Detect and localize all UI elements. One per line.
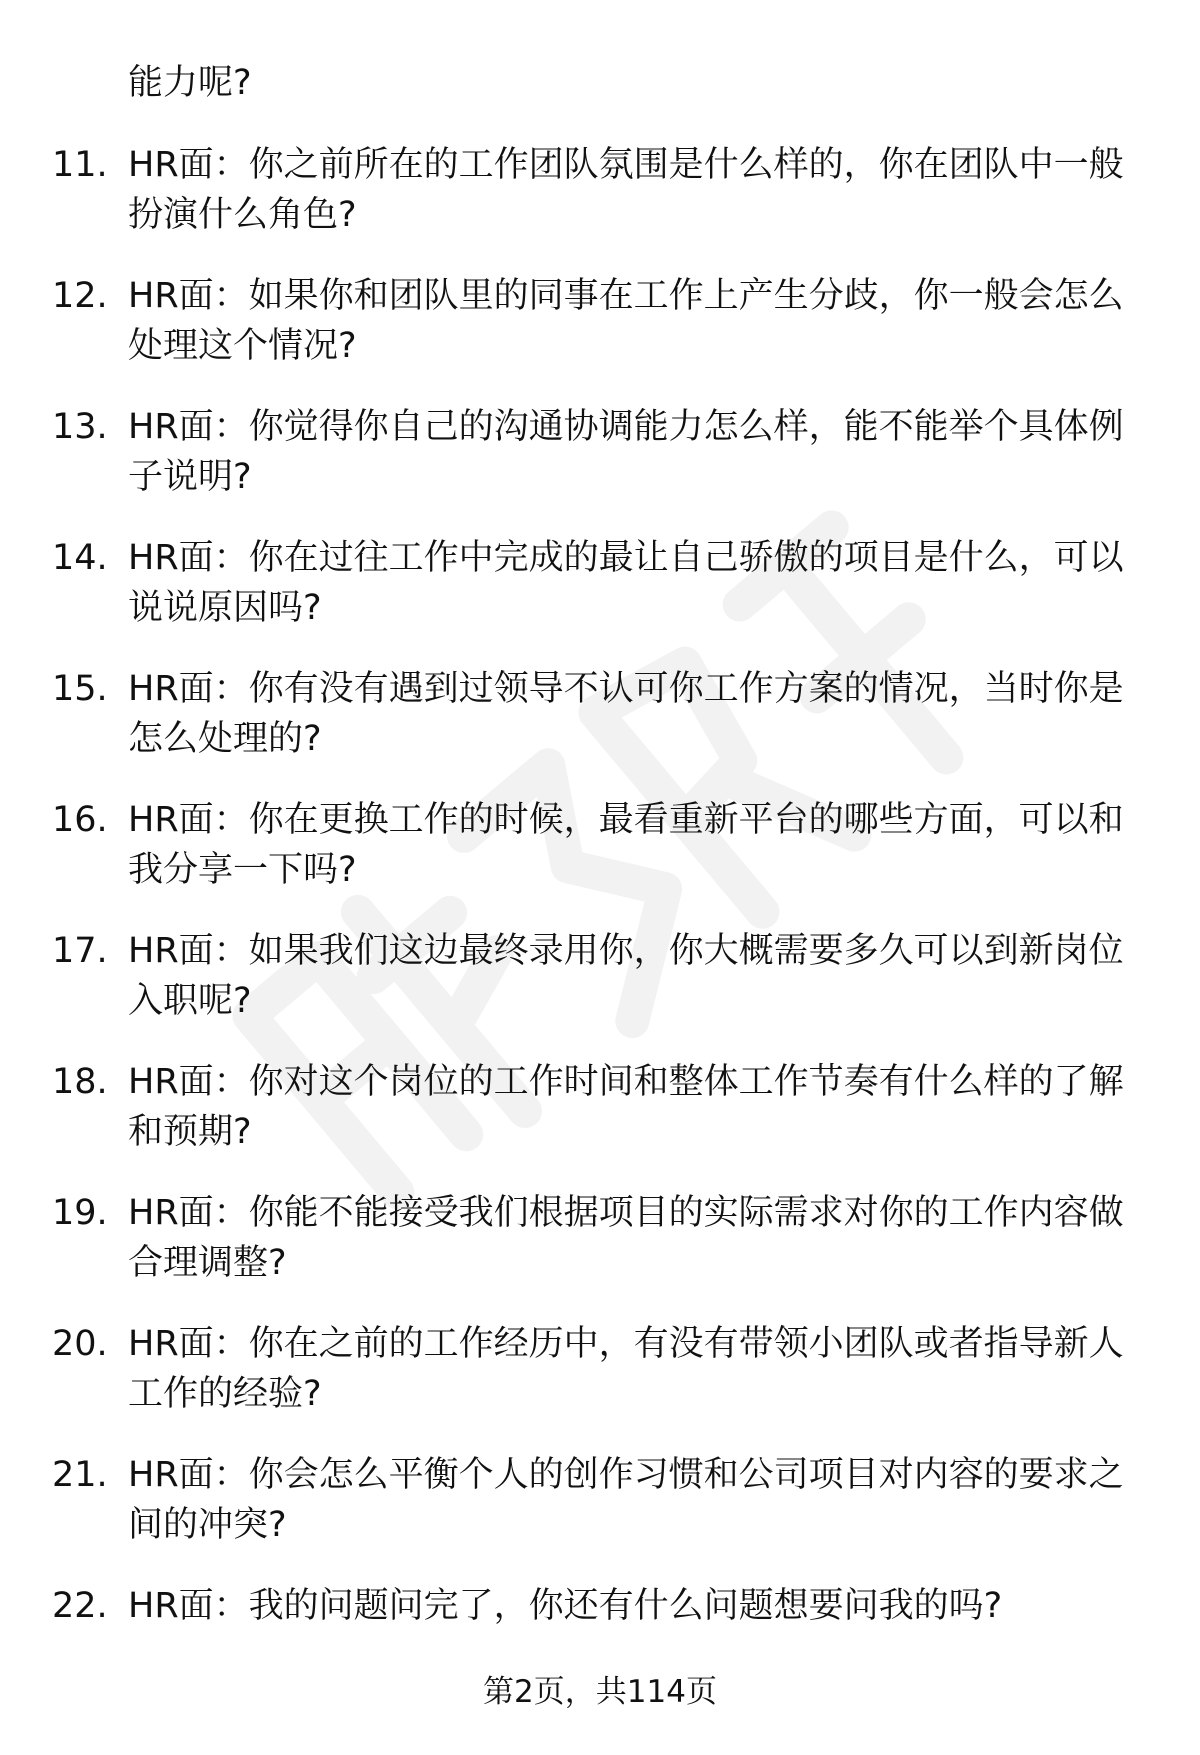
list-item [0, 140, 1200, 271]
question-text: HR面：如果我们这边最终录用你，你大概需要多久可以到新岗位入职呢? [128, 931, 1124, 1021]
question-number: 12. [52, 276, 108, 316]
question-text: HR面：你有没有遇到过领导不认可你工作方案的情况，当时你是怎么处理的? [128, 669, 1124, 759]
list-item [0, 664, 1200, 795]
question-number: 19. [52, 1193, 108, 1233]
question-list [0, 140, 1200, 1712]
question-text: HR面：你在更换工作的时候，最看重新平台的哪些方面，可以和我分享一下吗? [128, 800, 1124, 890]
list-item [0, 1450, 1200, 1581]
list-item [0, 1319, 1200, 1450]
question-number: 18. [52, 1062, 108, 1102]
question-number: 15. [52, 669, 108, 709]
list-item [0, 533, 1200, 664]
list-item [0, 271, 1200, 402]
list-item [0, 402, 1200, 533]
question-text: HR面：如果你和团队里的同事在工作上产生分歧，你一般会怎么处理这个情况? [128, 276, 1124, 366]
question-number: 21. [52, 1455, 108, 1495]
question-number: 16. [52, 800, 108, 840]
list-item [0, 926, 1200, 1057]
question-text: HR面：你对这个岗位的工作时间和整体工作节奏有什么样的了解和预期? [128, 1062, 1124, 1152]
question-text: HR面：我的问题问完了，你还有什么问题想要问我的吗? [128, 1586, 1003, 1626]
page-number-footer: 第2页，共114页 [483, 1674, 717, 1710]
question-number: 13. [52, 407, 108, 447]
continued-question-text: 能力呢? [128, 63, 252, 103]
question-number: 20. [52, 1324, 108, 1364]
question-text: HR面：你在之前的工作经历中，有没有带领小团队或者指导新人工作的经验? [128, 1324, 1124, 1414]
question-number: 22. [52, 1586, 108, 1626]
list-item [0, 795, 1200, 926]
question-number: 11. [52, 145, 108, 185]
question-text: HR面：你会怎么平衡个人的创作习惯和公司项目对内容的要求之间的冲突? [128, 1455, 1124, 1545]
question-text: HR面：你觉得你自己的沟通协调能力怎么样，能不能举个具体例子说明? [128, 407, 1124, 497]
question-number: 14. [52, 538, 108, 578]
question-text: HR面：你在过往工作中完成的最让自己骄傲的项目是什么，可以说说原因吗? [128, 538, 1124, 628]
question-number: 17. [52, 931, 108, 971]
question-text: HR面：你之前所在的工作团队氛围是什么样的，你在团队中一般扮演什么角色? [128, 145, 1124, 235]
list-item [0, 1057, 1200, 1188]
list-item [0, 1188, 1200, 1319]
question-text: HR面：你能不能接受我们根据项目的实际需求对你的工作内容做合理调整? [128, 1193, 1124, 1283]
